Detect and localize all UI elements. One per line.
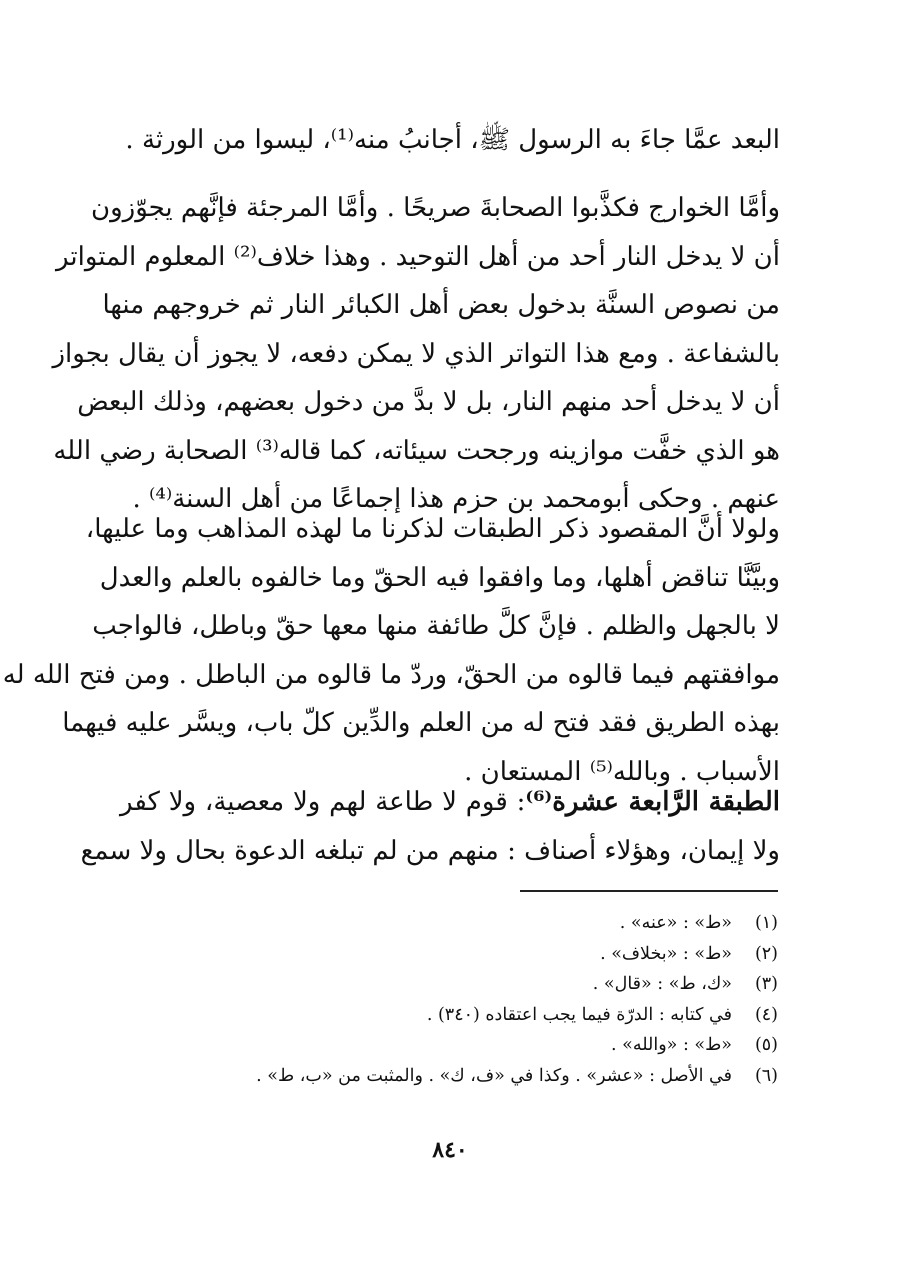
text-line: ولا إيمان، وهؤلاء أصناف : منهم من لم تبلغه الدعوة بحال ولا سمع (80, 835, 780, 866)
text-line: أن لا يدخل أحد منهم النار، بل لا بدَّ من دخول بعضهم، وذلك البعض (77, 387, 780, 417)
text-line: وبيَّنَّا تناقض أهلها، وما وافقوا فيه الحقّ وما خالفوه بالعلم والعدل (99, 562, 780, 593)
text-line: بهذه الطريق فقد فتح له من العلم والدِّين كلّ باب، ويسَّر عليه فيهما (62, 708, 780, 738)
footnote-text: «ك، ط» : «قال» . (592, 974, 732, 994)
text-line: موافقتهم فيما قالوه من الحقّ، وردّ ما قالوه من الباطل . ومن فتح الله له (2, 659, 780, 690)
footnote-text: في كتابه : الدرّة فيما يجب اعتقاده (٣٤٠) . (426, 1004, 732, 1025)
text-line: لا بالجهل والظلم . فإنَّ كلَّ طائفة منها معها حقّ وباطل، فالواجب (92, 611, 780, 641)
footnote-number: (٤) (754, 1004, 778, 1025)
footnote-text: «ط» : «عنه» . (619, 913, 732, 933)
text-line: بالشفاعة . ومع هذا التواتر الذي لا يمكن دفعه، لا يجوز أن يقال بجواز (52, 338, 780, 369)
footnote (128, 1030, 778, 1061)
footnote-number: (١) (754, 913, 778, 933)
paragraph-3 (2, 505, 780, 796)
paragraph-2 (52, 184, 780, 524)
footnote-number: (٢) (754, 943, 778, 964)
footnote-text: «ط» : «والله» . (611, 1035, 732, 1055)
footnote-number: (٥) (754, 1035, 778, 1055)
text-line: البعد عمَّا جاءَ به الرسول ﷺ، أجانبُ منه⁽¹⁾، ليسوا من الورثة . (125, 125, 780, 155)
heading-continuation: : قوم لا طاعة لهم ولا معصية، ولا كفر (120, 787, 526, 817)
paragraph-4 (80, 778, 780, 875)
text-line: عنهم . وحكى أبومحمد بن حزم هذا إجماعًا من أهل السنة⁽⁴⁾ . (132, 484, 780, 514)
footnote-text: في الأصل : «عشر» . وكذا في «ف، ك» . والمثبت من «ب، ط» . (256, 1065, 732, 1086)
footnote (128, 1061, 778, 1092)
footnote-divider (520, 890, 778, 892)
footnote (128, 1000, 778, 1031)
text-line: ولولا أنَّ المقصود ذكر الطبقات لذكرنا ما لهذه المذاهب وما عليها، (85, 514, 780, 544)
text-line: هو الذي خفَّت موازينه ورجحت سيئاته، كما قاله⁽³⁾ الصحابة رضي الله (53, 435, 780, 466)
footnote (128, 969, 778, 1000)
text-line: من نصوص السنَّة بدخول بعض أهل الكبائر النار ثم خروجهم منها (102, 290, 780, 320)
footnote-number: (٦) (754, 1065, 778, 1086)
footnotes (128, 908, 778, 1091)
text-line: أن لا يدخل النار أحد من أهل التوحيد . وهذا خلاف⁽²⁾ المعلوم المتواتر (56, 241, 780, 272)
section-heading: الطبقة الرَّابعة عشرة⁽⁶⁾ (525, 787, 780, 817)
text-line-with-heading (120, 778, 780, 827)
page-number: ٨٤٠ (432, 1137, 468, 1163)
paragraph-1 (120, 116, 780, 165)
footnote-number: (٣) (754, 974, 778, 994)
text-line: الأسباب . وبالله⁽⁵⁾ المستعان . (464, 756, 780, 787)
footnote-text: «ط» : «بخلاف» . (600, 943, 732, 964)
text-line: وأمَّا الخوارج فكذَّبوا الصحابةَ صريحًا . وأمَّا المرجئة فإنَّهم يجوّزون (91, 193, 780, 223)
footnote (128, 939, 778, 970)
footnote (128, 908, 778, 939)
